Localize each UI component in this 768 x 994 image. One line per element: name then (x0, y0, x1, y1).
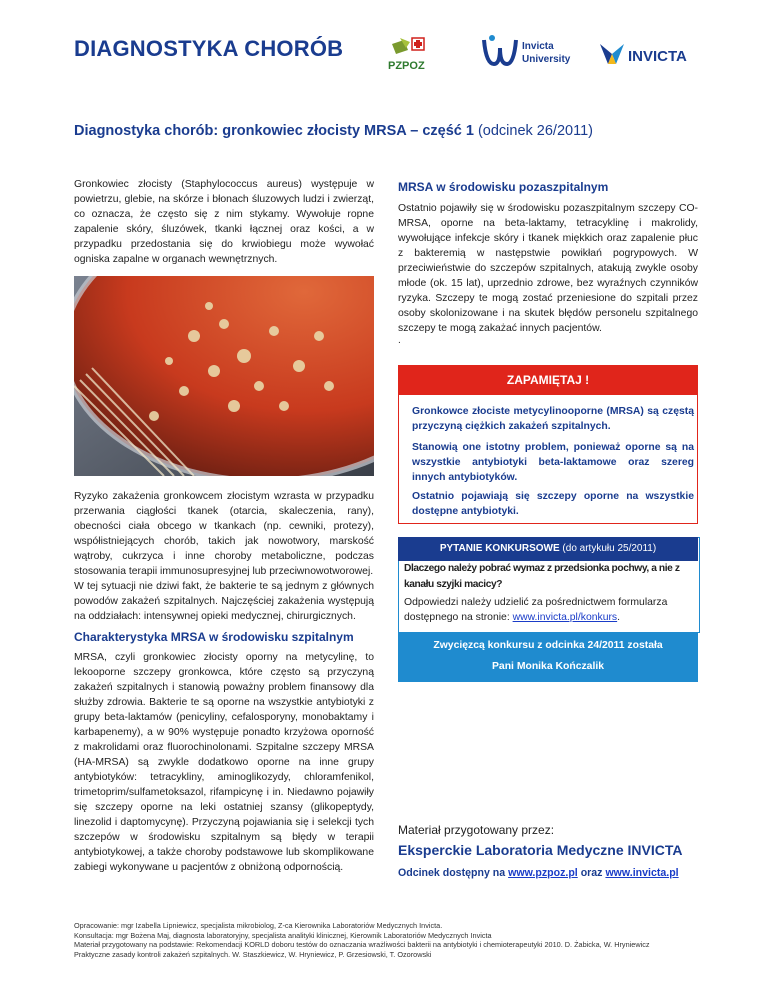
invicta-link[interactable]: www.invicta.pl (605, 867, 679, 879)
contest-link[interactable]: www.invicta.pl/konkurs (512, 612, 618, 623)
risk-paragraph: Ryzyko zakażenia gronkowcem złocistym wzrasta w przypadku przerwania ciągłości tkanek (otarcia, skaleczenia, rany), obecności ciała obcego w tkankach (np. cewniki, protezy), współistniejących chorób, takich jak nowotwory, marskość wątroby, cukrzyca i inne choroby metaboliczne, podczas stosowania terapii immunosupresyjnej lub przeciwnowotworowej. (74, 491, 374, 577)
invicta-university-line1: Invicta (522, 41, 554, 52)
contest-heading (398, 537, 698, 561)
winner-announcement: Zwycięzcą konkursu z odcinka 24/2011 została (433, 640, 663, 651)
footer-line: Opracowanie: mgr Izabella Lipniewicz, specjalista mikrobiolog, Z-ca Kierownika Laboratoriów Medycznych Invicta. (74, 921, 443, 930)
invicta-logo-text: INVICTA (628, 48, 687, 65)
remember-item: Stanowią one istotny problem, ponieważ oporne są na wszystkie antybiotyki beta-laktamowe oraz szereg innych antybiotyków. (412, 442, 694, 483)
remember-item: Gronkowce złociste metycylinooporne (MRSA) są częstą przyczyną ciężkich zakażeń szpitalnych. (412, 406, 694, 432)
invicta-logo (598, 40, 708, 70)
pzpoz-logo (386, 36, 438, 72)
bacteria-culture-photo (74, 276, 374, 476)
article-subtitle (74, 123, 593, 139)
footer-line: Konsultacja: mgr Bożena Maj, diagnosta laboratoryjny, specjalista analityki klinicznej, Kierownik Laboratoriów Medycznych Invicta (74, 930, 492, 940)
article-episode: (odcinek 26/2011) (477, 123, 593, 139)
prepared-by-lab: Eksperckie Laboratoria Medyczne INVICTA (398, 842, 683, 858)
intro-paragraph: Gronkowiec złocisty (Staphylococcus aureus) występuje w powietrzu, glebie, na skórze i błonach śluzowych ludzi i zwierząt, co oznacza, że często się z nim stykamy. Wywołuje ropne zapalenie skóry, śluzówek, tkanki łącznej oraz kości, a w przypadku przedostania się do krwiobiegu może wywołać ogniska zapalne w organach wewnętrznych. (74, 179, 374, 265)
availability-mid: oraz (580, 867, 603, 879)
hospital-infection-paragraph: W tej sytuacji nie dziwi fakt, że bakterie te są jednym z głównych powodów zakażeń szpitalnych. Najczęściej zakażenia występują na oddziałach: intensywnej opieki medycznej, chirurgicznych. (74, 581, 374, 622)
footer-line: Praktyczne zasady kontroli zakażeń szpitalnych. W. Staszkiewicz, W. Hryniewicz, P. Grzesiowski, T. Ozorowski (74, 949, 432, 959)
contest-answer-text: Odpowiedzi należy udzielić za pośrednictwem formularza dostępnego na stronie: (404, 597, 668, 623)
community-mrsa-paragraph: Ostatnio pojawiły się w środowisku pozaszpitalnym szczepy CO-MRSA, oporne na beta-laktamy, tetracyklinę i makrolidy, wywołujące infekcje skóry i tkanek miękkich oraz zapalenie płuc z bakteremią w następstwie powikłań pogrypowych. W przeciwieństwie do szczepów szpitalnych, atakują zwykle osoby młode (ok. 15 lat), uprzednio zdrowe, bez wyraźnych czynników ryzyka. Szczepy te mogą zostać przeniesione do szpitali przez osoby skolonizowane i na skutek błędów personelu szpitalnego szczepy te mogą zakażać innych pacjentów. (398, 203, 698, 334)
footer-line: Materiał przygotowany na podstawie: Rekomendacji KORLD doboru testów do oznaczania wrażliwości bakterii na antybiotyki i chemioterapeutyki 2010. D. Żabicka, W. Hryniewicz (74, 940, 650, 949)
hospital-mrsa-paragraph: MRSA, czyli gronkowiec złocisty oporny na metycylinę, to lekooporne szczepy gronkowca, które często są przyczyną zakażeń szpitalnych i stanowią poważny problem finansowy dla służby zdrowia. Bakterie te są oporne na wszystkie antybiotyki z grupy beta-laktamów (penicyliny, cefalosporyny, monobaktamy i karbapenemy), a w 90% występuje ponadto krzyżowa oporność z makrolidami oraz fluorochinolonami. Szpitalne szczepy MRSA (HA-MRSA) są zwykle dodatkowo oporne na inne grupy antybiotyków: tetracykliny, aminoglikozydy, chloramfenikol, trimetoprim/sulfametoksazol, rifampicynę i in. Niedawno pojawiły się szczepy oporne na leki ostatniej szansy (glikopeptydy, linezolid i daptomycynę). Przyczyną pojawiania się i selekcji tych szczepów w środowisku szpitalnym są błędy w terapii antybiotykowej, a także choroby podstawowe lub skomplikowane zabiegi wykonywane u pacjentów z obniżoną odpornością. (74, 652, 374, 873)
pzpoz-logo-text: PZPOZ (388, 60, 425, 72)
community-heading: MRSA w środowisku pozaszpitalnym (398, 180, 609, 194)
contest-heading-label: PYTANIE KONKURSOWE (439, 543, 560, 554)
invicta-university-line2: University (522, 54, 571, 65)
contest-answer (404, 595, 696, 625)
article-subtitle-main: Diagnostyka chorób: gronkowiec złocisty MRSA – część 1 (74, 123, 474, 139)
footer-credits (74, 921, 714, 959)
hospital-heading: Charakterystyka MRSA w środowisku szpitalnym (74, 630, 354, 644)
pzpoz-link[interactable]: www.pzpoz.pl (508, 867, 578, 879)
contest-answer-end: . (617, 612, 621, 623)
prepared-by-label: Materiał przygotowany przez: (398, 823, 555, 837)
contest-heading-note: (do artykułu 25/2011) (562, 543, 657, 554)
winner-name: Pani Monika Kończalik (491, 661, 604, 672)
availability-prefix: Odcinek dostępny na (398, 867, 506, 879)
remember-heading: ZAPAMIĘTAJ ! (398, 365, 698, 395)
contest-question: Dlaczego należy pobrać wymaz z przedsionka pochwy, a nie z kanału szyjki macicy? (404, 563, 680, 590)
page-title: DIAGNOSTYKA CHORÓB (74, 36, 344, 61)
invicta-university-logo (482, 34, 582, 70)
remember-item: Ostatnio pojawiają się szczepy oporne na wszystkie dostępne antybiotyki. (412, 491, 694, 517)
availability-line (398, 867, 679, 879)
stray-dot: . (398, 335, 401, 346)
